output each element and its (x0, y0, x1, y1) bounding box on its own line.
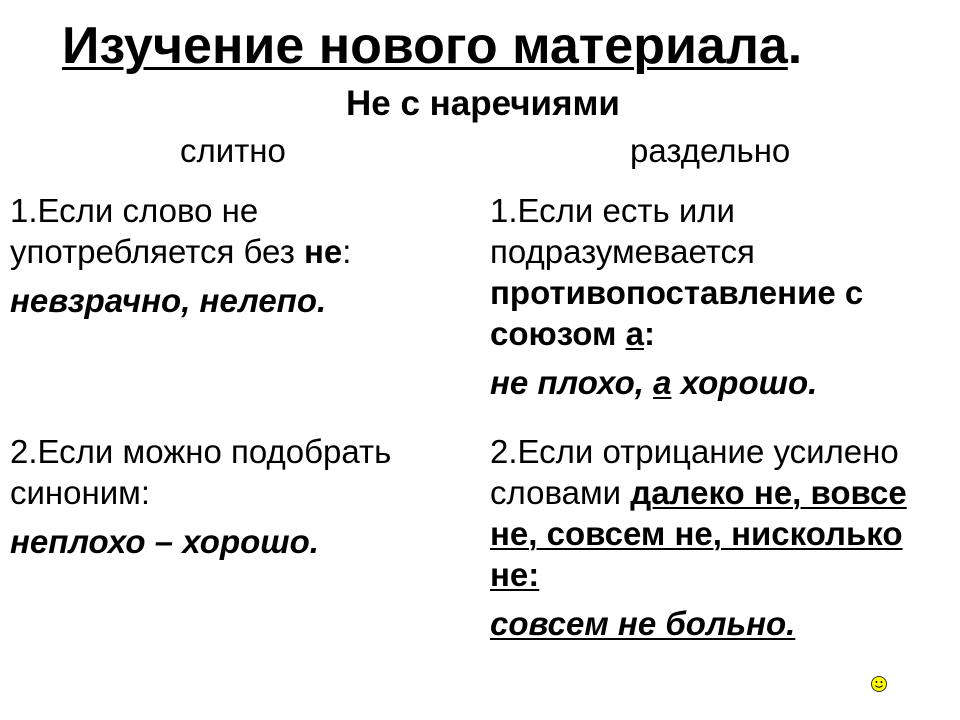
rule-2-left (10, 431, 450, 562)
rule-1-left-text: 1.Если слово не употребляется без не: (10, 192, 352, 270)
column-header-left: слитно (180, 132, 286, 169)
page-title-text: Изучение нового материала (62, 17, 788, 75)
rule-2-right-text: 2.Если отрицание усилено словами далеко не, вовсе не, совсем не, нисколько не: (490, 433, 907, 593)
page-subtitle: Не с наречиями (346, 84, 620, 123)
rule-1-right (490, 190, 940, 403)
rule-1-left-example: невзрачно, нелепо. (10, 282, 327, 319)
rule-2-right-example: совсем не больно. (490, 605, 796, 642)
rule-1-right-example: не плохо, а хорошо. (490, 364, 818, 401)
rule-1-right-text: 1.Если есть или подразумевается противопоставление с союзом а: (490, 192, 864, 352)
rule-2-left-example: неплохо – хорошо. (10, 523, 319, 560)
smiley-icon (870, 675, 888, 693)
rule-2-right (490, 431, 945, 644)
page-title-period: . (787, 17, 803, 75)
rule-2-left-text: 2.Если можно подобрать синоним: (10, 433, 392, 511)
column-header-right: раздельно (630, 132, 791, 169)
rule-1-left (10, 190, 430, 321)
page-title (62, 14, 802, 78)
